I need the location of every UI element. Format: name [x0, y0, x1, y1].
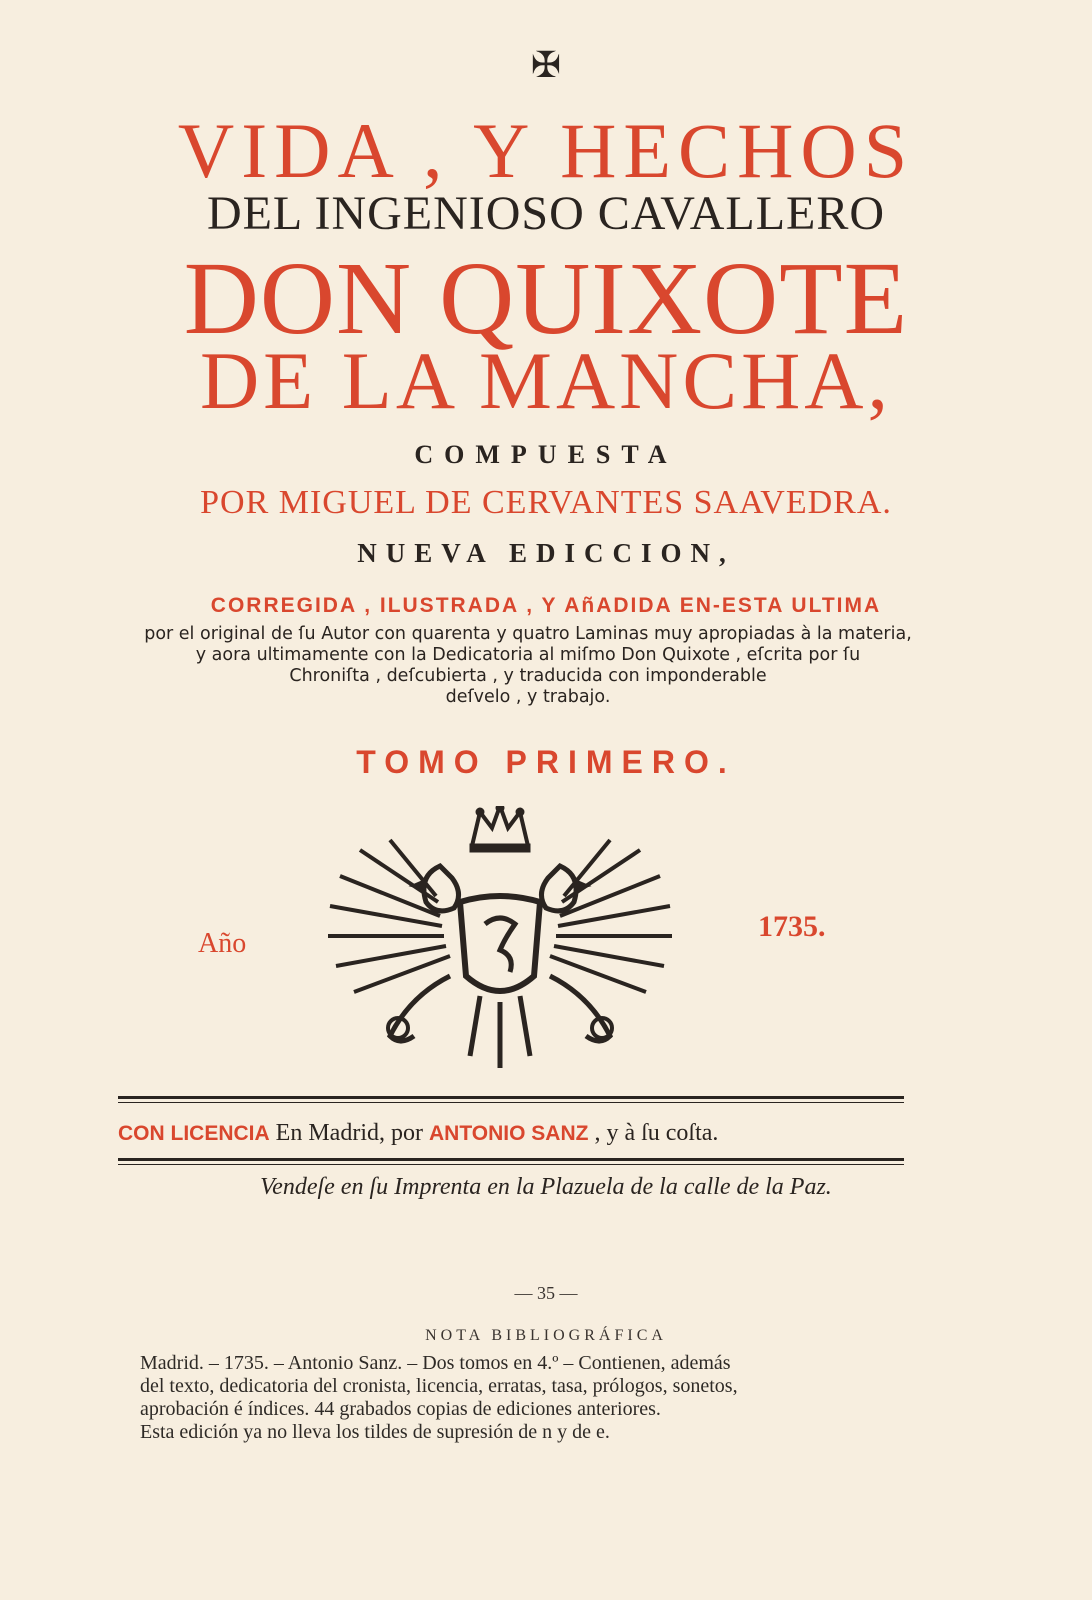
license-prefix: CON LICENCIA: [118, 1122, 270, 1145]
nota-line: Esta edición ya no lleva los tildes de supresión de n y de e.: [140, 1421, 610, 1443]
imprint-line: y aora ultimamente con la Dedicatoria al miſmo Don Quixote , eſcrita por ſu: [195, 645, 861, 665]
imprint-line: deſvelo , y trabajo.: [445, 687, 611, 707]
title-line-cavallero: DEL INGENIOSO CAVALLERO: [206, 187, 886, 240]
corregida-line: CORREGIDA , ILUSTRADA , Y AñADIDA EN-ESTA ULTIMA: [210, 594, 882, 617]
imprint-body: [128, 624, 928, 708]
license-line: [118, 1120, 904, 1147]
license-suffix: , y à ſu coſta.: [588, 1120, 719, 1146]
title-line-mancha: DE LA MANCHA,: [199, 335, 893, 426]
nota-line: Madrid. – 1735. – Antonio Sanz. – Dos tomos en 4.º – Contienen, además: [140, 1352, 731, 1374]
nota-line: aprobación é índices. 44 grabados copias de ediciones anteriores.: [140, 1398, 661, 1420]
double-headed-eagle-crest-icon: [320, 806, 680, 1076]
license-printer: ANTONIO SANZ: [428, 1122, 589, 1145]
license-madrid: En Madrid, por: [269, 1120, 429, 1146]
nota-line: del texto, dedicatoria del cronista, licencia, erratas, tasa, prólogos, sonetos,: [140, 1375, 738, 1397]
author-line: POR MIGUEL DE CERVANTES SAAVEDRA.: [200, 484, 892, 521]
title-line-compuesta: COMPUESTA: [414, 440, 678, 469]
nota-heading: NOTA BIBLIOGRÁFICA: [425, 1327, 667, 1344]
cross-ornament: ✠: [530, 45, 562, 85]
vendese-line: Vendeſe en ſu Imprenta en la Plazuela de la calle de la Paz.: [260, 1174, 832, 1200]
imprint-line: por el original de ſu Autor con quarenta y quatro Laminas muy apropiadas à la materia,: [144, 624, 912, 644]
divider-rule-top-thin: [118, 1102, 904, 1103]
tomo-heading: TOMO PRIMERO.: [356, 744, 736, 780]
divider-rule-bottom: [118, 1158, 904, 1161]
title-line-vida: VIDA , Y HECHOS: [177, 107, 915, 194]
ano-label: Año: [198, 928, 247, 959]
divider-rule-top: [118, 1096, 904, 1099]
divider-rule-bottom-thin: [118, 1164, 904, 1165]
imprint-line: Chroniſta , deſcubierta , y traducida con imponderable: [289, 666, 767, 686]
title-line-don-quixote: DON QUIXOTE: [183, 241, 909, 356]
edition-line: NUEVA EDICCION,: [357, 538, 735, 568]
year-label: 1735.: [758, 910, 826, 943]
page-number: — 35 —: [514, 1283, 578, 1303]
nota-body: [140, 1352, 916, 1444]
